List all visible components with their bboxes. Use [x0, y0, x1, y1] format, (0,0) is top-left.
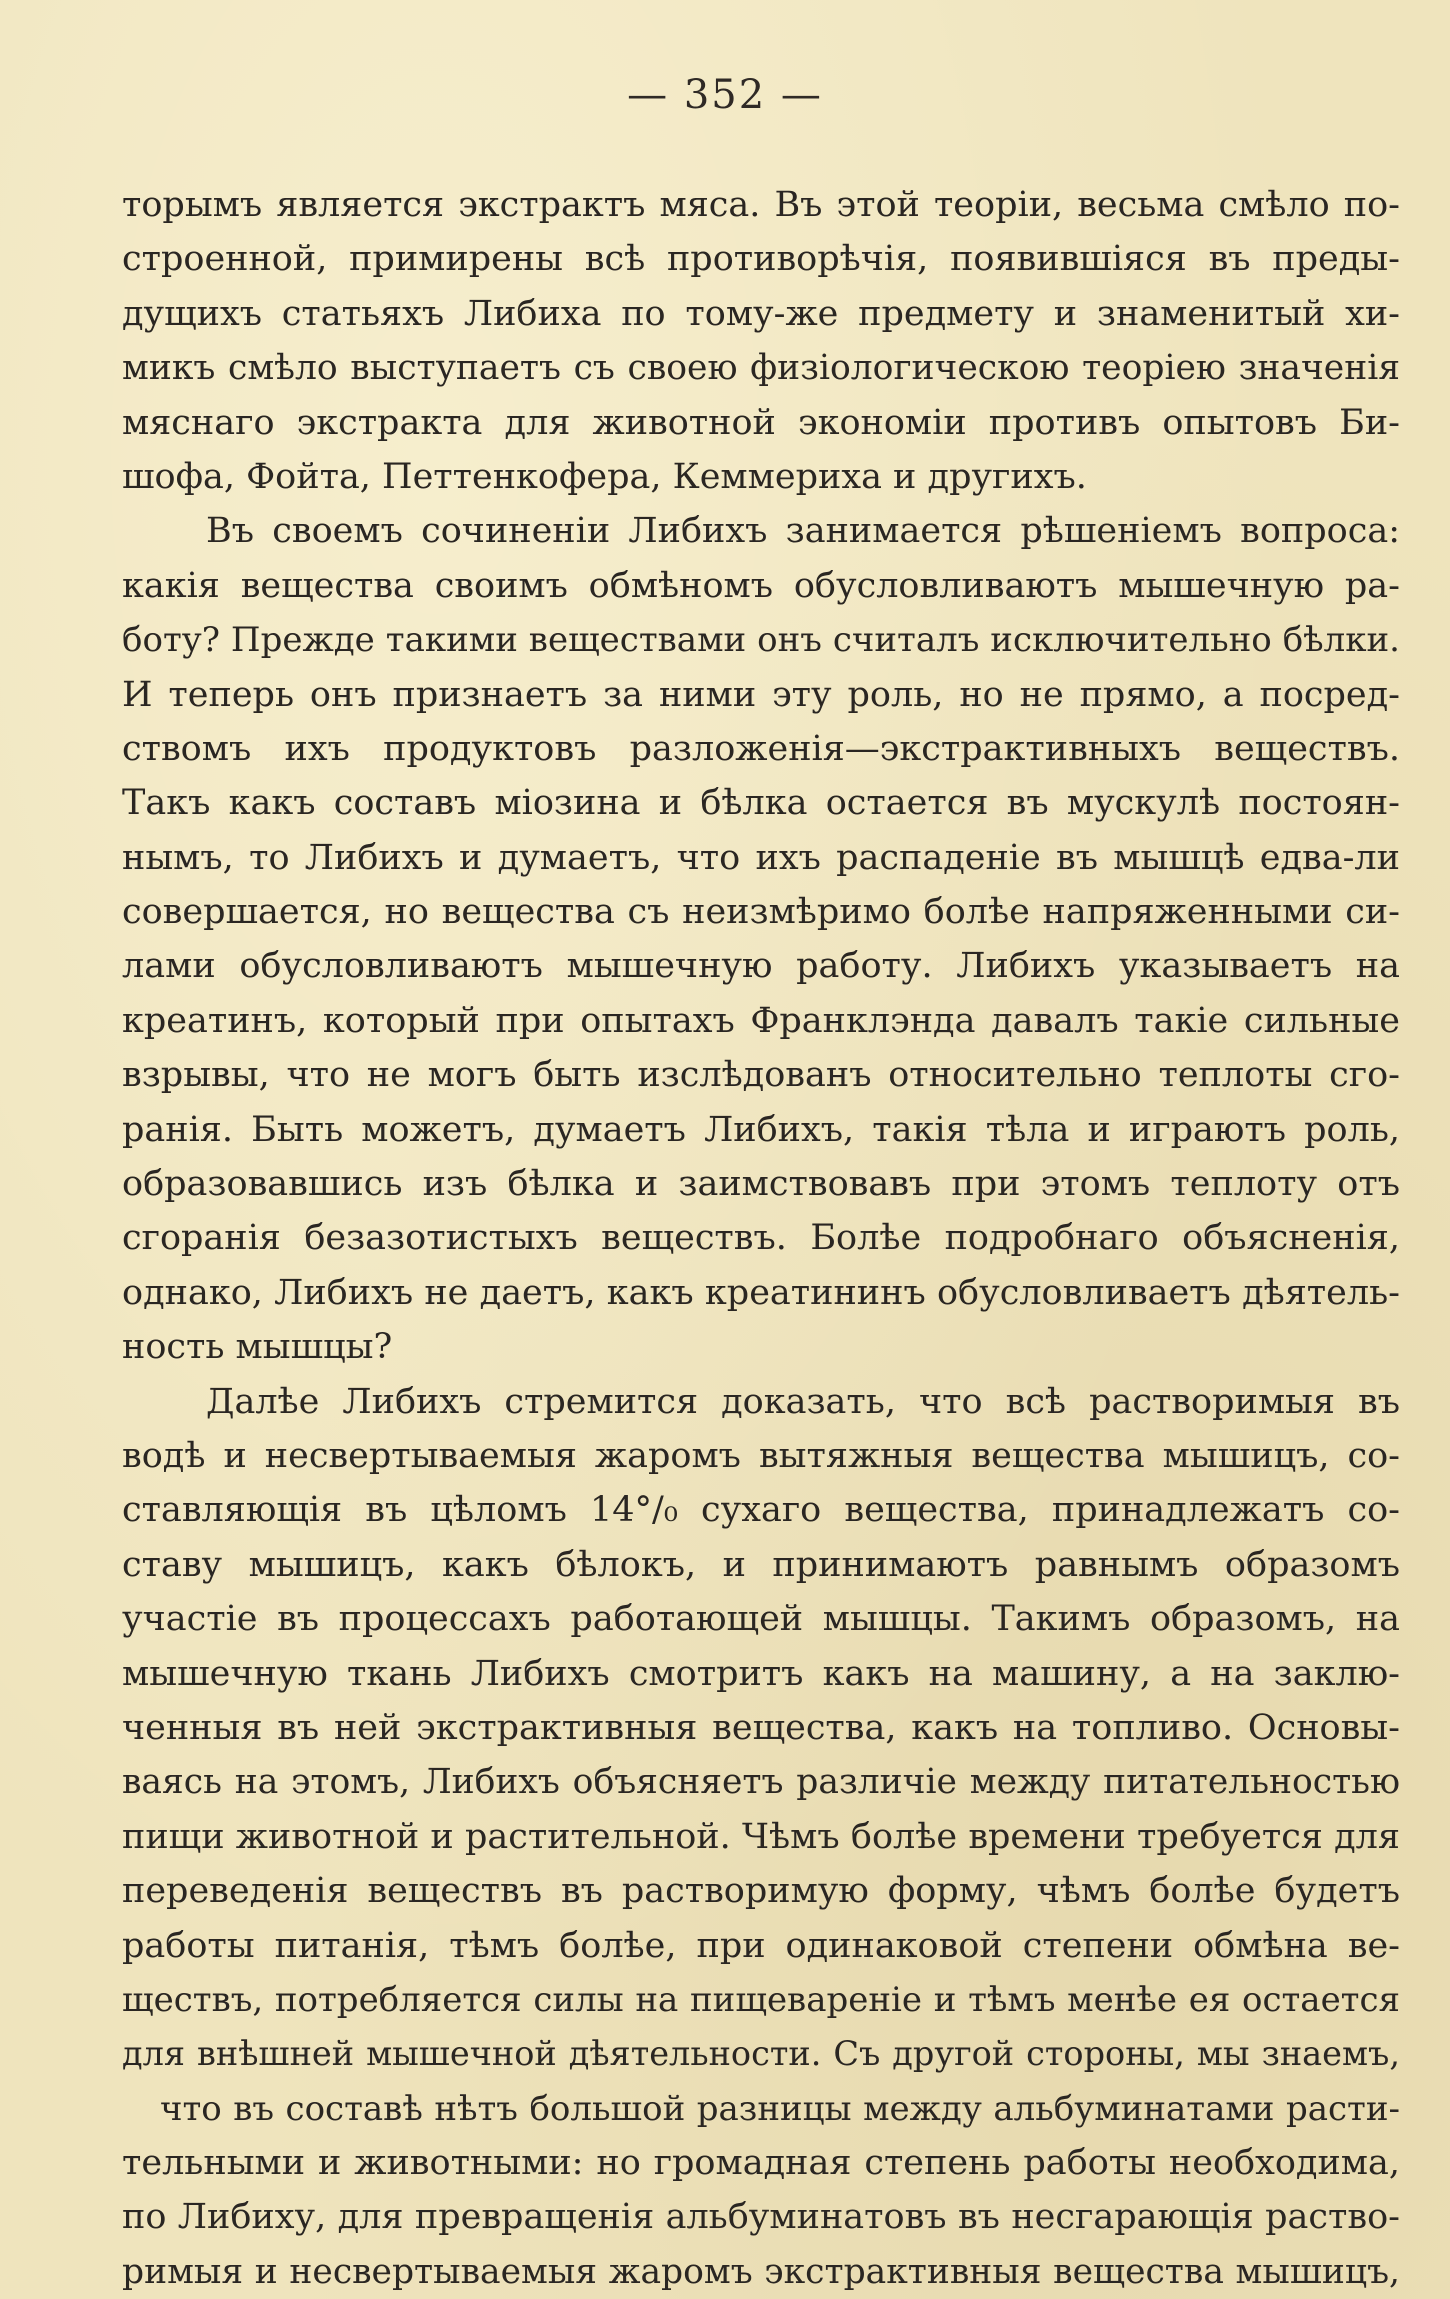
- text-line: водѣ и несвертываемыя жаромъ вытяжныя вещества мышицъ, со-: [122, 1435, 1400, 1476]
- text-line: ваясь на этомъ, Либихъ объясняетъ различіе между питательностью: [122, 1762, 1400, 1803]
- text-line: торымъ является экстрактъ мяса. Въ этой теоріи, весьма смѣло по-: [122, 185, 1400, 225]
- text-line: мяснаго экстракта для животной экономіи противъ опытовъ Би-: [122, 402, 1400, 443]
- text-line: ствомъ ихъ продуктовъ разложенія—экстрактивныхъ веществъ.: [122, 728, 1400, 769]
- text-line: участіе въ процессахъ работающей мышцы. Такимъ образомъ, на: [122, 1599, 1400, 1640]
- body-text: [122, 178, 1400, 2299]
- text-line: по Либиху, для превращенія альбуминатовъ въ несгарающія раство-: [122, 2197, 1400, 2238]
- text-line: нымъ, то Либихъ и думаетъ, что ихъ распаденіе въ мышцѣ едва-ли: [122, 837, 1400, 878]
- text-line: пищи животной и растительной. Чѣмъ болѣе времени требуется для: [122, 1816, 1400, 1857]
- text-line: лами обусловливаютъ мышечную работу. Либихъ указываетъ на: [122, 946, 1400, 987]
- text-line: креатинъ, который при опытахъ Франклэнда давалъ такіе сильные: [122, 1000, 1400, 1041]
- text-line: боту? Прежде такими веществами онъ считалъ исключительно бѣлки.: [122, 620, 1400, 661]
- text-line: ченныя въ ней экстрактивныя вещества, какъ на топливо. Основы-: [122, 1707, 1400, 1748]
- text-line: образовавшись изъ бѣлка и заимствовавъ при этомъ теплоту отъ: [122, 1164, 1400, 1205]
- text-line: что въ составѣ нѣтъ большой разницы между альбуминатами расти-: [160, 2088, 1400, 2129]
- text-line: римыя и несвертываемыя жаромъ экстрактивныя вещества мышицъ,: [122, 2251, 1400, 2292]
- text-line: дущихъ статьяхъ Либиха по тому-же предмету и знаменитый хи-: [122, 293, 1400, 334]
- text-line: строенной, примирены всѣ противорѣчія, появившіяся въ преды-: [122, 239, 1400, 280]
- text-line: ранія. Быть можетъ, думаетъ Либихъ, такія тѣла и играютъ роль,: [122, 1109, 1400, 1150]
- text-line: тельными и животными: но громадная степень работы необходима,: [122, 2143, 1400, 2184]
- text-line: совершается, но вещества съ неизмѣримо болѣе напряженными си-: [122, 892, 1400, 933]
- text-line: работы питанія, тѣмъ болѣе, при одинаковой степени обмѣна ве-: [122, 1925, 1400, 1966]
- text-line: однако, Либихъ не даетъ, какъ креатининъ обусловливаетъ дѣятель-: [122, 1272, 1400, 1313]
- text-line: ставу мышицъ, какъ бѣлокъ, и принимаютъ равнымъ образомъ: [122, 1544, 1400, 1585]
- text-line: мышечную ткань Либихъ смотритъ какъ на машину, а на заклю-: [122, 1653, 1400, 1694]
- text-line: И теперь онъ признаетъ за ними эту роль, но не прямо, а посред-: [122, 674, 1400, 715]
- text-line: для внѣшней мышечной дѣятельности. Съ другой стороны, мы знаемъ,: [122, 2034, 1400, 2074]
- text-line: Далѣе Либихъ стремится доказать, что всѣ растворимыя въ: [206, 1381, 1400, 1422]
- text-line: сгоранія безазотистыхъ веществъ. Болѣе подробнаго объясненія,: [122, 1218, 1400, 1259]
- text-line: ность мышцы?: [122, 1327, 393, 1368]
- text-line: Въ своемъ сочиненіи Либихъ занимается рѣшеніемъ вопроса:: [206, 511, 1400, 552]
- text-line: переведенія веществъ въ растворимую форму, чѣмъ болѣе будетъ: [122, 1871, 1400, 1912]
- text-line: ставляющія въ цѣломъ 14°/₀ сухаго вещества, принадлежатъ со-: [122, 1490, 1400, 1531]
- page-number: — 352 —: [627, 72, 823, 118]
- text-line: взрывы, что не могъ быть изслѣдованъ относительно теплоты сго-: [122, 1055, 1400, 1096]
- text-line: шофа, Фойта, Петтенкофера, Кеммериха и другихъ.: [122, 456, 1087, 497]
- text-line: какія вещества своимъ обмѣномъ обусловливаютъ мышечную ра-: [122, 565, 1400, 606]
- text-line: микъ смѣло выступаетъ съ своею физіологическою теоріею значенія: [122, 348, 1400, 389]
- text-line: Такъ какъ составъ міозина и бѣлка остается въ мускулѣ постоян-: [122, 783, 1400, 824]
- text-line: ществъ, потребляется силы на пищевареніе и тѣмъ менѣе ея остается: [122, 1979, 1400, 2020]
